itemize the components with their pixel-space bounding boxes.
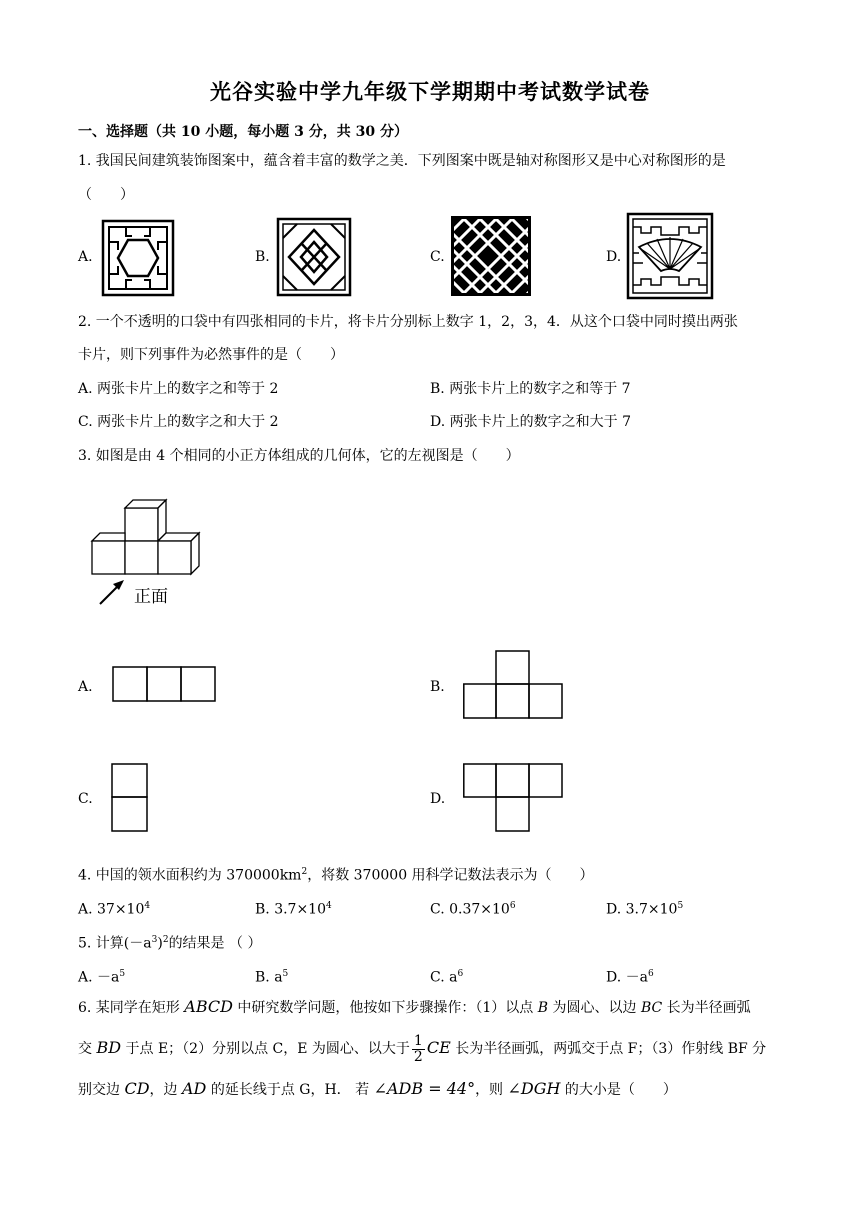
q1-pattern-a bbox=[102, 220, 174, 296]
fraction-half: $\frac{1}{2}$ bbox=[413, 1032, 423, 1065]
q5-stem: 5. 计算$(-a^3)^2$的结果是 （ ） bbox=[78, 935, 262, 952]
page-title: 光谷实验中学九年级下学期期中考试数学试卷 bbox=[210, 79, 650, 104]
q2-option-d[interactable]: D. 两张卡片上的数字之和大于 7 bbox=[430, 414, 631, 430]
q2-option-c[interactable]: C. 两张卡片上的数字之和大于 2 bbox=[78, 414, 279, 430]
q5-option-b[interactable]: B. $a^5$ bbox=[255, 969, 289, 986]
q2-stem-line2: 卡片，则下列事件为必然事件的是（ ） bbox=[78, 347, 344, 363]
q6-stem-line2: 交 BD 于点 E；（2）分别以点 C，E 为圆心、以大于 $\frac{1}{2}$ CE 长为半径画弧，两弧交于点 F；（3）作射线 BF 分 bbox=[78, 1032, 767, 1065]
q3-stem: 3. 如图是由 4 个相同的小正方体组成的几何体，它的左视图是（ ） bbox=[78, 448, 520, 464]
q6-stem-line1: 6. 某同学在矩形 ABCD 中研究数学问题，他按如下步骤操作：（1）以点 B 为圆心、以边 BC 长为半径画弧 bbox=[78, 997, 751, 1016]
q4-option-d[interactable]: D. $3.7\times 10^5$ bbox=[606, 901, 684, 918]
q5-option-d[interactable]: D. $-a^6$ bbox=[606, 969, 654, 986]
q1-pattern-c bbox=[451, 216, 531, 296]
q1-option-b-label[interactable]: B. bbox=[255, 249, 270, 265]
q2-option-b[interactable]: B. 两张卡片上的数字之和等于 7 bbox=[430, 381, 631, 397]
q5-option-a[interactable]: A. $-a^5$ bbox=[78, 969, 126, 986]
q4-option-b[interactable]: B. $3.7\times 10^4$ bbox=[255, 901, 332, 918]
q3-option-a-label[interactable]: A. bbox=[78, 679, 93, 695]
q1-option-d-label[interactable]: D. bbox=[606, 249, 622, 265]
q1-option-a-label[interactable]: A. bbox=[78, 249, 93, 265]
section-heading: 一、选择题（共 10 小题，每小题 3 分，共 30 分） bbox=[78, 124, 408, 140]
q4-stem: 4. 中国的领水面积约为 $370000km^2$，将数 370000 用科学记数法表示为（ ） bbox=[78, 867, 594, 884]
q2-option-a[interactable]: A. 两张卡片上的数字之和等于 2 bbox=[78, 381, 279, 397]
q1-option-c-label[interactable]: C. bbox=[430, 249, 445, 265]
q1-pattern-b bbox=[277, 218, 351, 296]
q4-option-c[interactable]: C. $0.37\times 10^6$ bbox=[430, 901, 516, 918]
q6-stem-line3: 别交边 CD，边 AD 的延长线于点 G，H． 若 ∠ADB = 44°，则 ∠DGH 的大小是（ ） bbox=[78, 1079, 677, 1098]
q3-view-d bbox=[463, 763, 563, 833]
q4-option-a[interactable]: A. $37\times 10^4$ bbox=[78, 901, 151, 918]
q3-option-c-label[interactable]: C. bbox=[78, 791, 93, 807]
q3-option-b-label[interactable]: B. bbox=[430, 679, 445, 695]
q3-view-c bbox=[111, 763, 149, 833]
q1-stem-line1: 1. 我国民间建筑装饰图案中，蕴含着丰富的数学之美．下列图案中既是轴对称图形又是中心对称图形的是 bbox=[78, 153, 726, 169]
q3-option-d-label[interactable]: D. bbox=[430, 791, 446, 807]
q1-stem-line2: （ ） bbox=[78, 187, 134, 203]
front-view-label: 正面 bbox=[134, 587, 168, 607]
q5-option-c[interactable]: C. $a^6$ bbox=[430, 969, 464, 986]
q3-view-a bbox=[112, 666, 218, 702]
q1-pattern-d bbox=[627, 213, 713, 299]
q2-stem-line1: 2. 一个不透明的口袋中有四张相同的卡片，将卡片分别标上数字 1，2，3，4．从这个口袋中同时摸出两张 bbox=[78, 314, 738, 330]
q3-view-b bbox=[463, 650, 563, 720]
